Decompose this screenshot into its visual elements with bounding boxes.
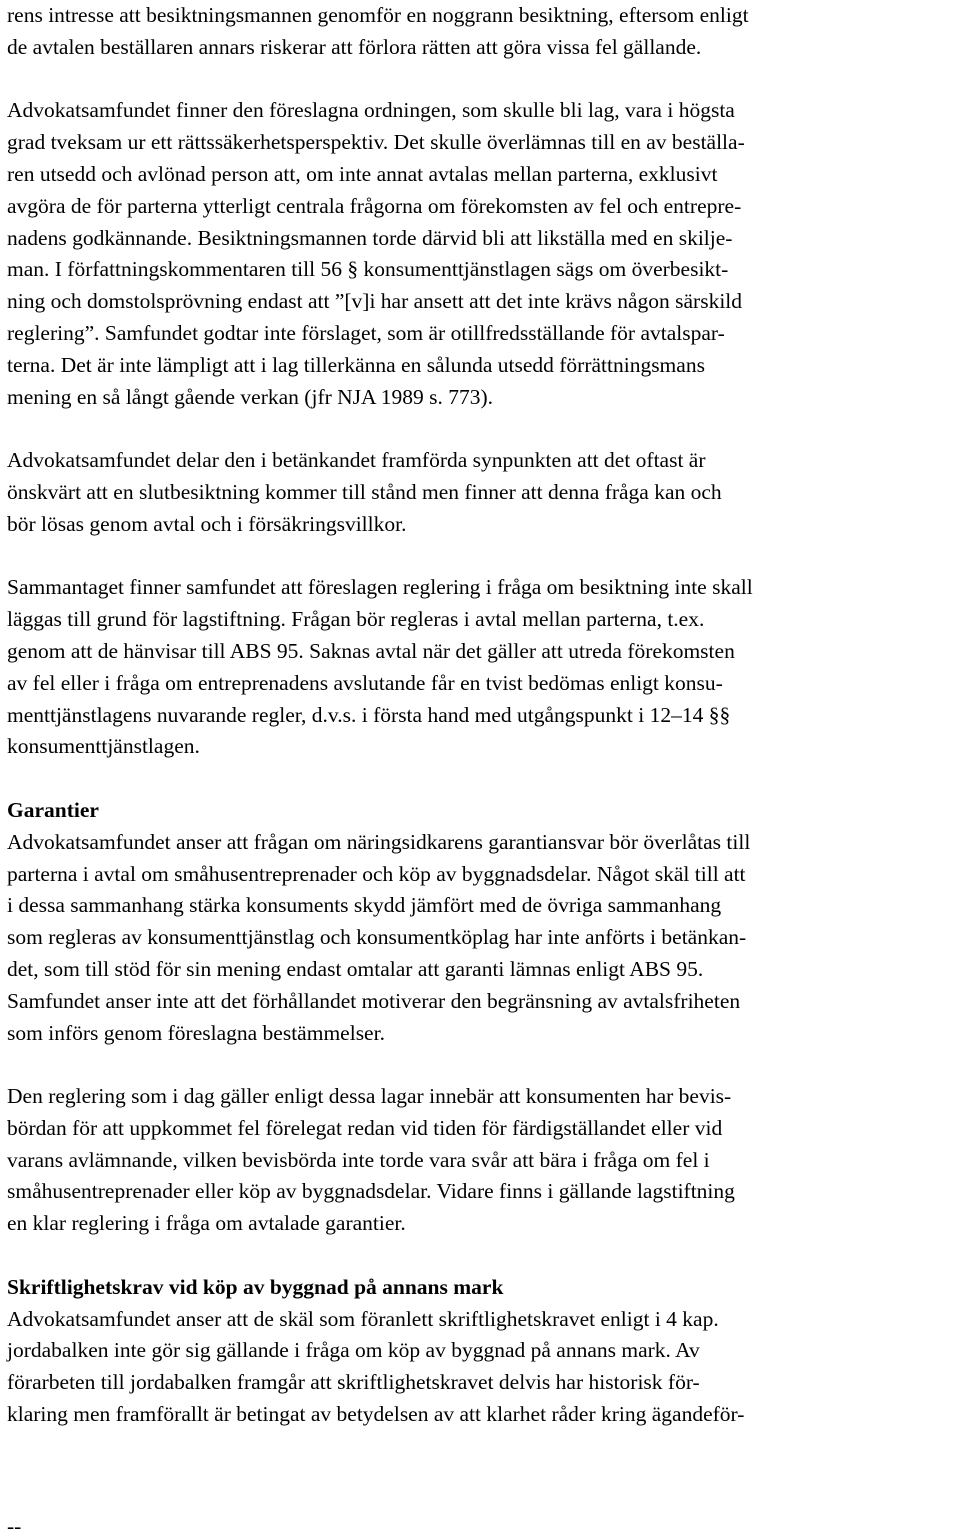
text-line: jordabalken inte gör sig gällande i fråga om köp av byggnad på annans mark. Av — [7, 1338, 700, 1363]
text-line: bör lösas genom avtal och i försäkringsvillkor. — [7, 511, 407, 536]
text-line: Advokatsamfundet anser att frågan om näringsidkarens garantiansvar bör överlåtas till — [7, 829, 751, 854]
text-line: ren utsedd och avlönad person att, om inte annat avtalas mellan parterna, exklusivt — [7, 161, 718, 186]
text-line: man. I författningskommentaren till 56 § konsumenttjänstlagen sägs om överbesikt- — [7, 257, 729, 282]
text-line: avgöra de för parterna ytterligt centrala frågorna om förekomsten av fel och entrepre- — [7, 193, 742, 218]
text-line: terna. Det är inte lämpligt att i lag tillerkänna en sålunda utsedd förrättningsmans — [7, 352, 705, 377]
text-line: Den reglering som i dag gäller enligt dessa lagar innebär att konsumenten har bevis- — [7, 1084, 732, 1109]
text-line: parterna i avtal om småhusentreprenader och köp av byggnadsdelar. Något skäl till att — [7, 861, 746, 886]
text-line: önskvärt att en slutbesiktning kommer till stånd men finner att denna fråga kan och — [7, 479, 722, 504]
text-line: konsumenttjänstlagen. — [7, 734, 200, 759]
text-line: förarbeten till jordabalken framgår att skriftlighetskravet delvis har historisk för- — [7, 1370, 700, 1395]
text-line: ning och domstolsprövning endast att ”[v]i har ansett att det inte krävs någon särskild — [7, 289, 743, 314]
text-line: menttjänstlagens nuvarande regler, d.v.s. i första hand med utgångspunkt i 12–14 §§ — [7, 702, 731, 727]
text-line: Sammantaget finner samfundet att föreslagen reglering i fråga om besiktning inte skall — [7, 575, 753, 600]
text-line: Advokatsamfundet anser att de skäl som föranlett skriftlighetskravet enligt i 4 kap. — [7, 1306, 719, 1331]
text-line: de avtalen beställaren annars riskerar att förlora rätten att göra vissa fel gällande. — [7, 34, 702, 59]
text-line: nadens godkännande. Besiktningsmannen torde därvid bli att likställa med en skilje- — [7, 225, 733, 250]
text-line: småhusentreprenader eller köp av byggnadsdelar. Vidare finns i gällande lagstiftning — [7, 1179, 735, 1204]
text-line: varans avlämnande, vilken bevisbörda inte torde vara svår att bära i fråga om fel i — [7, 1147, 710, 1172]
text-line: rens intresse att besiktningsmannen genomför en noggrann besiktning, eftersom enligt — [7, 3, 749, 27]
paragraph-3 — [7, 445, 957, 540]
paragraph-4 — [7, 572, 957, 763]
paragraph-spacer — [7, 1240, 957, 1272]
paragraph-spacer — [7, 413, 957, 445]
paragraph-spacer — [7, 64, 957, 96]
text-line: bördan för att uppkommet fel förelegat redan vid tiden för färdigställandet eller vid — [7, 1115, 723, 1140]
text-line: som regleras av konsumenttjänstlag och konsumentköplag har inte anförts i betänkan- — [7, 925, 747, 950]
text-line: grad tveksam ur ett rättssäkerhetsperspektiv. Det skulle överlämnas till en av beställa- — [7, 130, 745, 155]
paragraph-1 — [7, 0, 957, 64]
text-line: Advokatsamfundet finner den föreslagna ordningen, som skulle bli lag, vara i högsta — [7, 98, 735, 123]
paragraph-2 — [7, 95, 957, 413]
text-line: klaring men framförallt är betingat av betydelsen av att klarhet råder kring ägandeför- — [7, 1402, 745, 1427]
paragraph-spacer — [7, 763, 957, 795]
text-line: Advokatsamfundet delar den i betänkandet framförda synpunkten att det oftast är — [7, 448, 706, 473]
section-heading: Skriftlighetskrav vid köp av byggnad på annans mark — [7, 1274, 504, 1299]
text-line: reglering”. Samfundet godtar inte förslaget, som är otillfredsställande för avtalspar- — [7, 320, 725, 345]
text-line: av fel eller i fråga om entreprenadens avslutande får en tvist bedömas enligt konsu- — [7, 670, 723, 695]
text-line: i dessa sammanhang stärka konsuments skydd jämfört med de övriga sammanhang — [7, 893, 722, 918]
paragraph-spacer — [7, 541, 957, 573]
section-skriftlighet — [7, 1272, 957, 1431]
paragraph-spacer — [7, 1049, 957, 1081]
text-line: det, som till stöd för sin mening endast omtalar att garanti lämnas enligt ABS 95. — [7, 956, 704, 981]
paragraph-6 — [7, 1081, 957, 1240]
section-heading: Garantier — [7, 797, 99, 822]
text-line: genom att de hänvisar till ABS 95. Saknas avtal när det gäller att utreda förekomsten — [7, 638, 735, 663]
text-line: en klar reglering i fråga om avtalade garantier. — [7, 1211, 406, 1236]
text-line: läggas till grund för lagstiftning. Frågan bör regleras i avtal mellan parterna, t.ex. — [7, 607, 705, 632]
text-line: mening en så långt gående verkan (jfr NJA 1989 s. 773). — [7, 384, 494, 409]
text-line: Samfundet anser inte att det förhållandet motiverar den begränsning av avtalsfriheten — [7, 988, 741, 1013]
text-line: som införs genom föreslagna bestämmelser. — [7, 1020, 385, 1045]
document-page — [7, 0, 957, 1431]
page-footer-mark: -- — [7, 1514, 22, 1538]
section-garantier — [7, 795, 957, 1049]
